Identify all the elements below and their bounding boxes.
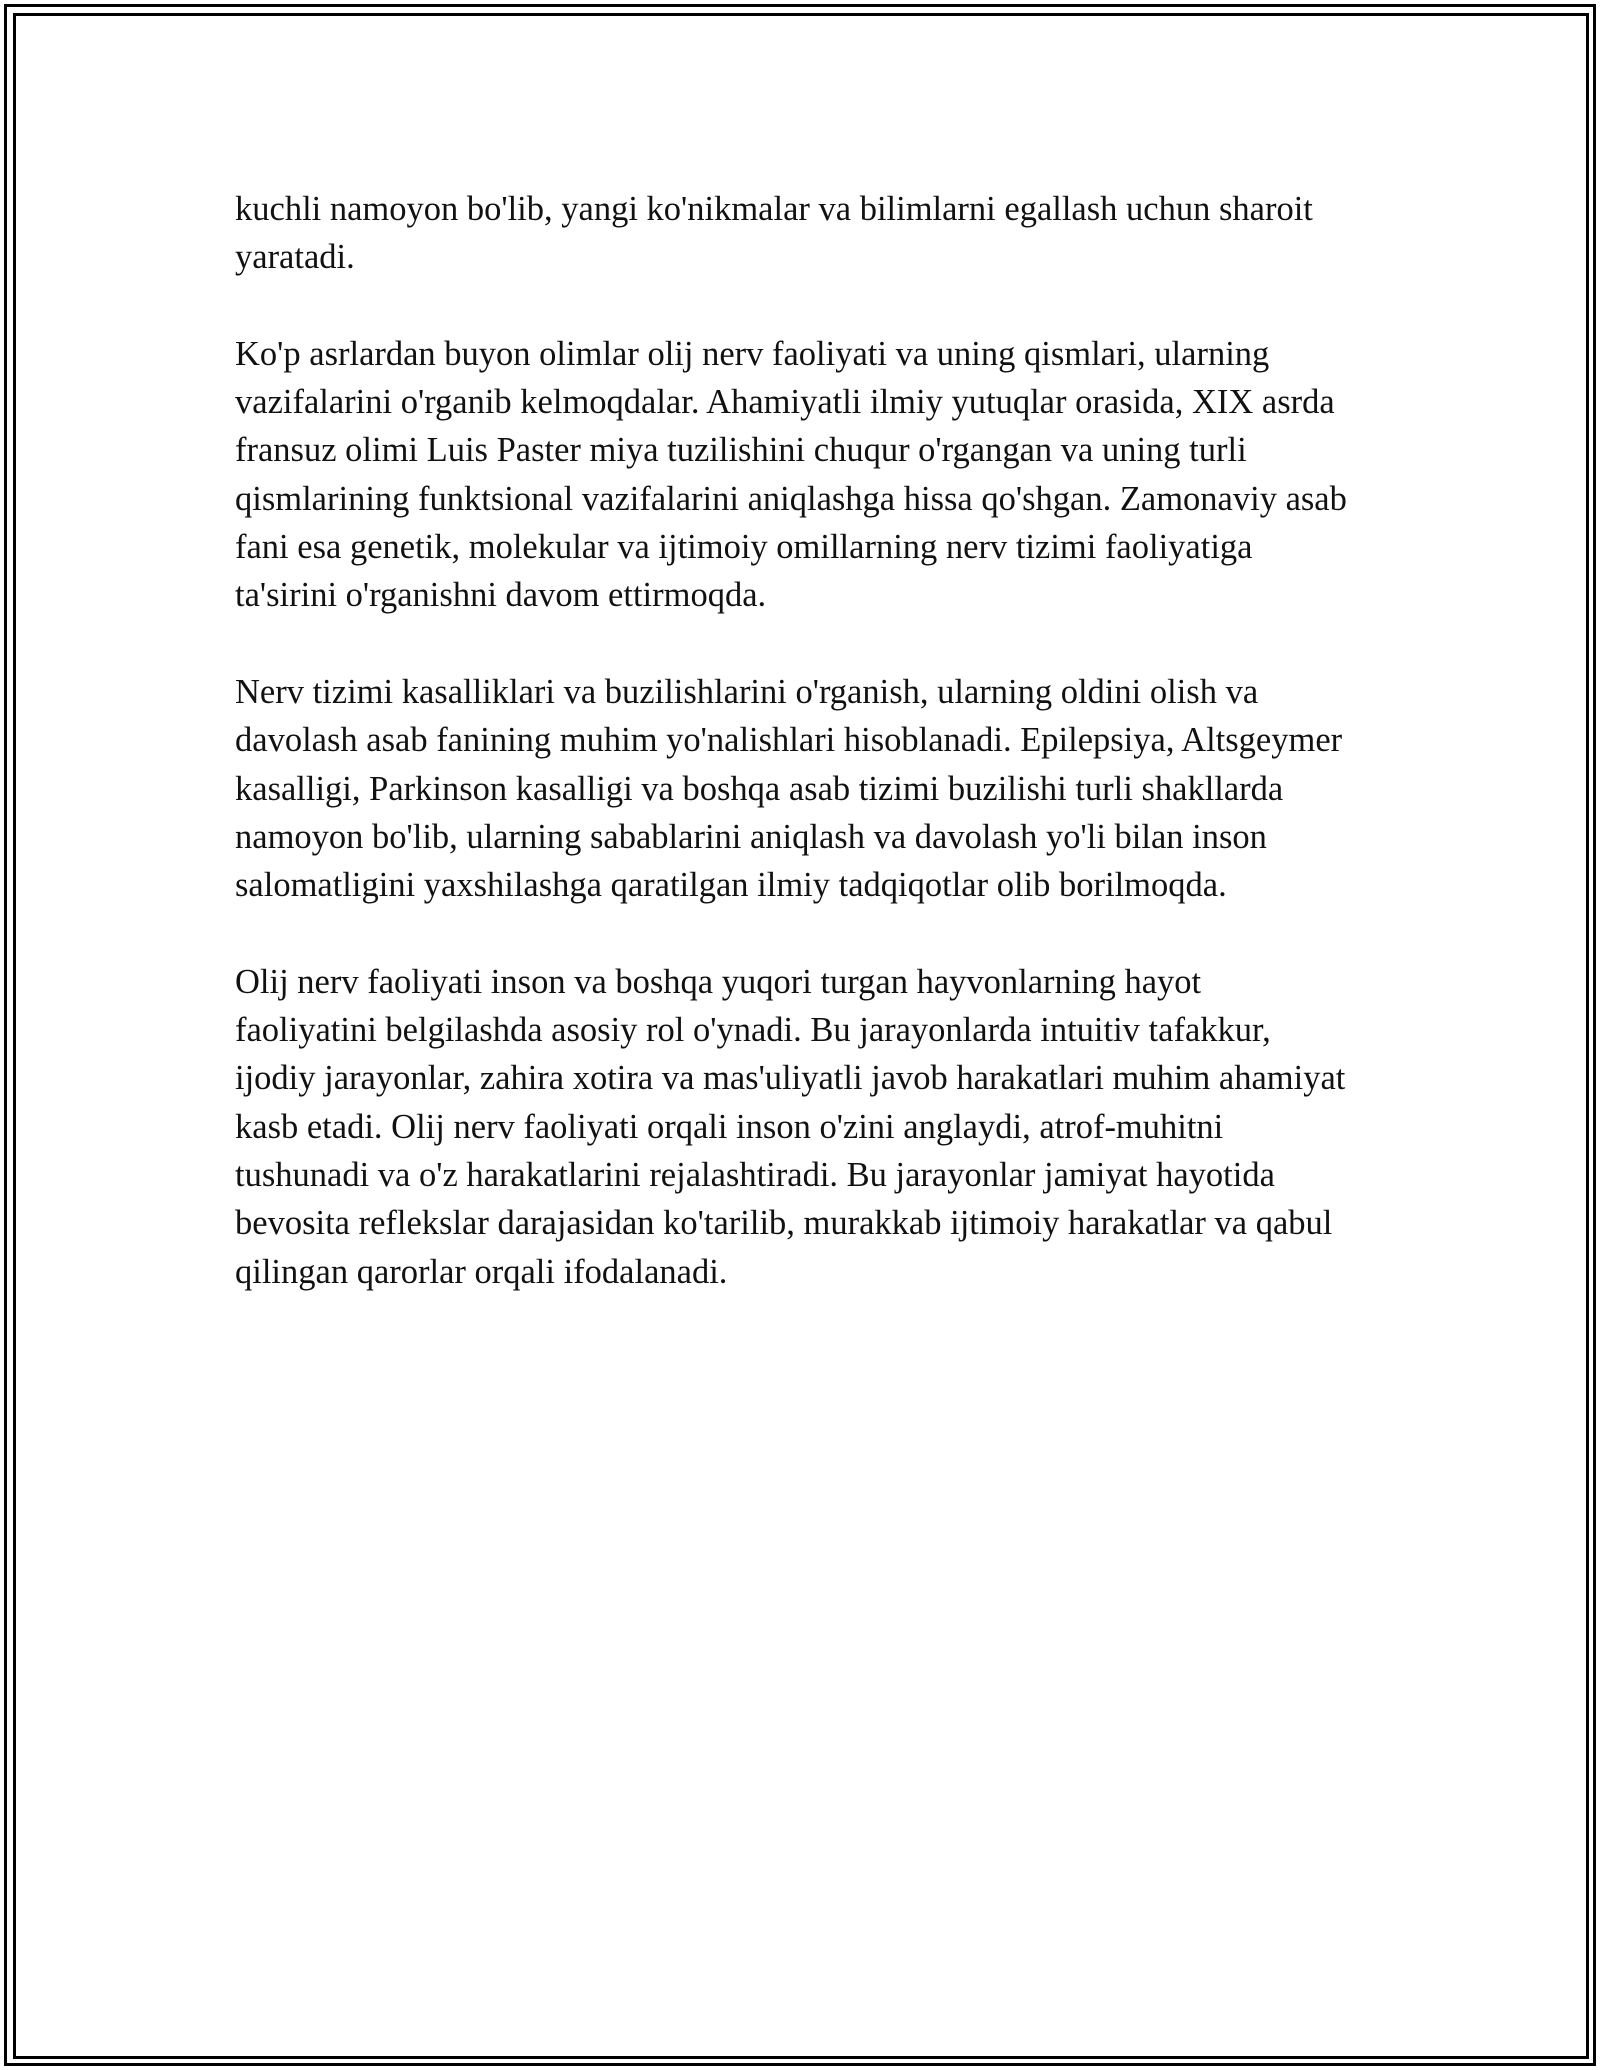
paragraph-4: Olij nerv faoliyati inson va boshqa yuqori turgan hayvonlarning hayot faoliyatini belgilashda asosiy rol o'ynadi. Bu jarayonlarda intuitiv tafakkur, ijodiy jarayonlar, zahira xotira va mas'uliyatli javob harakatlari muhim ahamiyat kasb etadi. Olij nerv faoliyati orqali inson o'zini anglaydi, atrof-muhitni tushunadi va o'z harakatlarini rejalashtiradi. Bu jarayonlar jamiyat hayotida bevosita reflekslar darajasidan ko'tarilib, murakkab ijtimoiy harakatlar va qabul qilingan qarorlar orqali ifodalanadi. <box>235 962 1346 1291</box>
paragraph-3: Nerv tizimi kasalliklari va buzilishlarini o'rganish, ularning oldini olish va davolash asab fanining muhim yo'nalishlari hisoblanadi. Epilepsiya, Altsgeymer kasalligi, Parkinson kasalligi va boshqa asab tizimi buzilishi turli shakllarda namoyon bo'lib, ularning sabablarini aniqlash va davolash yo'li bilan inson salomatligini yaxshilashga qaratilgan ilmiy tadqiqotlar olib borilmoqda. <box>235 672 1343 905</box>
paragraph-2: Ko'p asrlardan buyon olimlar olij nerv faoliyati va uning qismlari, ularning vazifalarini o'rganib kelmoqdalar. Ahamiyatli ilmiy yutuqlar orasida, XIX asrda fransuz olimi Luis Paster miya tuzilishini chuqur o'rgangan va uning turli qismlarining funktsional vazifalarini aniqlashga hissa qo'shgan. Zamonaviy asab fani esa genetik, molekular va ijtimoiy omillarning nerv tizimi faoliyatiga ta'sirini o'rganishni davom ettirmoqda. <box>235 334 1347 615</box>
document-body <box>235 185 1350 1344</box>
paragraph-1: kuchli namoyon bo'lib, yangi ko'nikmalar va bilimlarni egallash uchun sharoit yaratadi. <box>235 190 1313 277</box>
